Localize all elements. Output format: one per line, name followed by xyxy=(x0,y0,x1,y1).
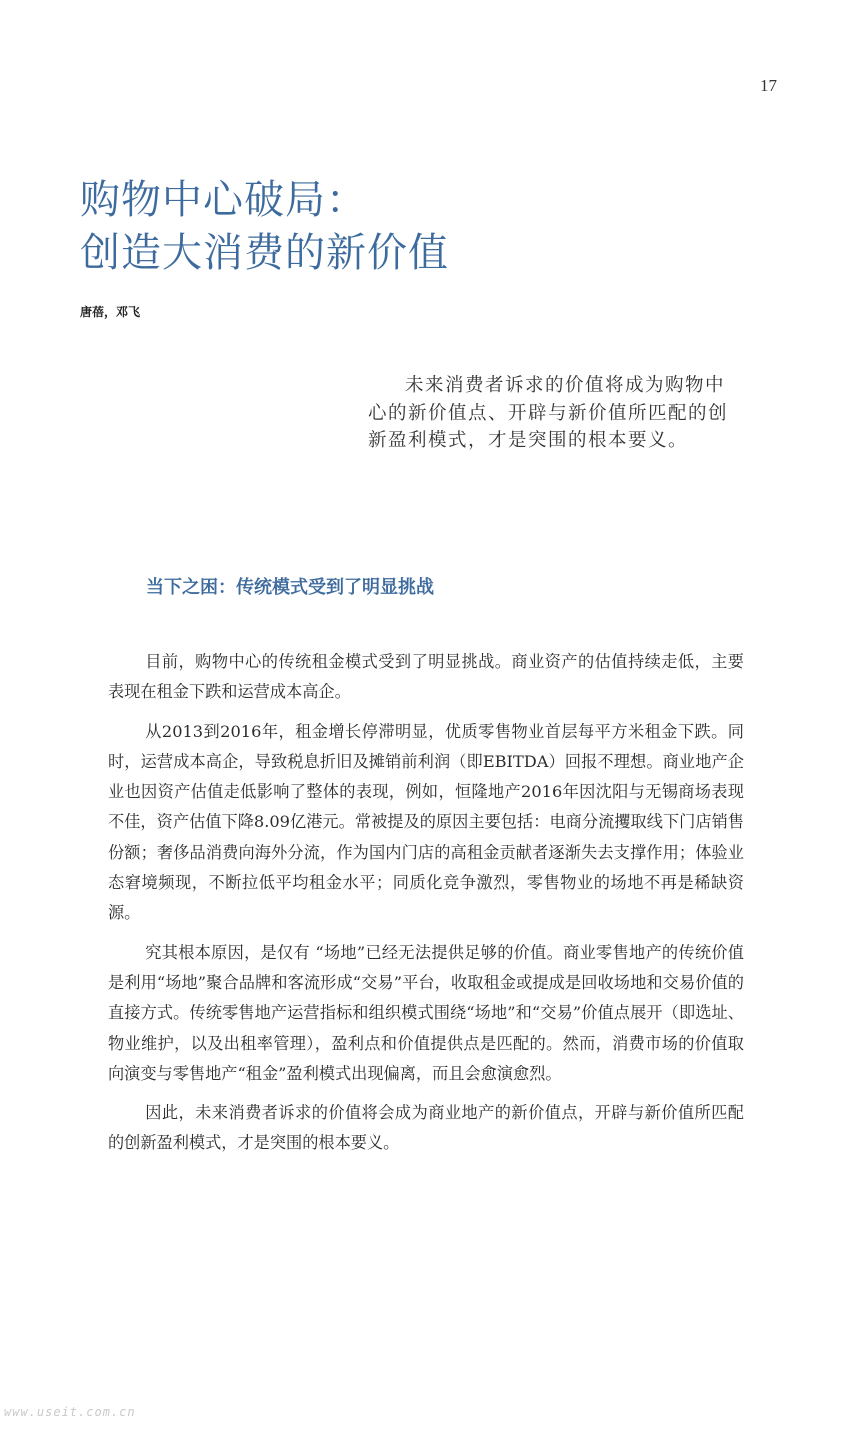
article-title xyxy=(80,174,780,280)
watermark: www.useit.com.cn xyxy=(4,1405,136,1419)
paragraph: 因此，未来消费者诉求的价值将会成为商业地产的新价值点，开辟与新价值所匹配的创新盈利模式，才是突围的根本要义。 xyxy=(108,1103,744,1153)
authors: 唐蓓，邓飞 xyxy=(80,305,141,319)
page-number: 17 xyxy=(760,76,777,95)
article-body xyxy=(108,647,744,1168)
pull-quote: 未来消费者诉求的价值将成为购物中心的新价值点、开辟与新价值所匹配的创新盈利模式，才是突围的根本要义。 xyxy=(368,375,729,451)
title-line-2: 创造大消费的新价值 xyxy=(80,230,449,276)
paragraph: 目前，购物中心的传统租金模式受到了明显挑战。商业资产的估值持续走低，主要表现在租金下跌和运营成本高企。 xyxy=(108,652,744,702)
paragraph: 从2013到2016年，租金增长停滞明显，优质零售物业首层每平方米租金下跌。同时，运营成本高企，导致税息折旧及摊销前利润（即EBITDA）回报不理想。商业地产企业也因资产估值走低影响了整体的表现，例如，恒隆地产2016年因沈阳与无锡商场表现不佳，资产估值下降8.09亿港元。常被提及的原因主要包括：电商分流攫取线下门店销售份额；奢侈品消费向海外分流，作为国内门店的高租金贡献者逐渐失去支撑作用；体验业态窘境频现，不断拉低平均租金水平；同质化竞争激烈，零售物业的场地不再是稀缺资源。 xyxy=(108,721,744,923)
paragraph: 究其根本原因，是仅有 “场地”已经无法提供足够的价值。商业零售地产的传统价值是利用“场地”聚合品牌和客流形成“交易”平台，收取租金或提成是回收场地和交易价值的直接方式。传统零售地产运营指标和组织模式围绕“场地”和“交易”价值点展开（即选址、物业维护，以及出租率管理），盈利点和价值提供点是匹配的。然而，消费市场的价值取向演变与零售地产“租金”盈利模式出现偏离，而且会愈演愈烈。 xyxy=(108,942,744,1083)
title-line-1: 购物中心破局： xyxy=(80,177,367,223)
section-heading: 当下之困：传统模式受到了明显挑战 xyxy=(146,577,434,598)
